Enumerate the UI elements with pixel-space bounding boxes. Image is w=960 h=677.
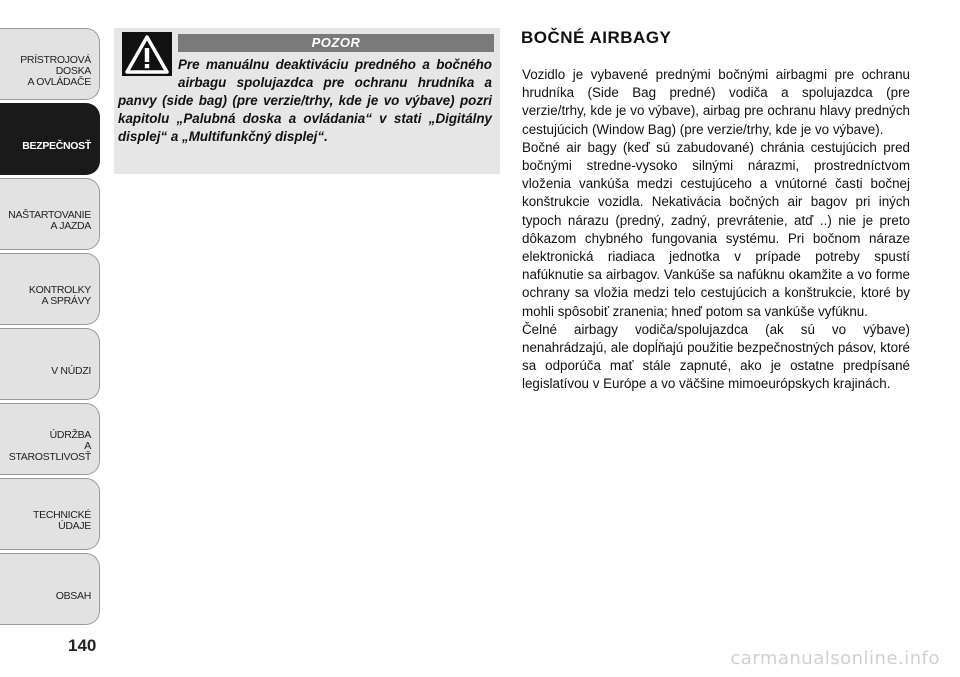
paragraph: Bočné air bagy (keď sú zabudované) chránia cestujúcich pred bočnými stredne-vysoko silnými nárazmi, prostredníctvom vloženia vankúša medzi cestujúceho a vnútorné časti bočnej konštrukcie vozidla. Nekativácia bočných air bagov pri iných typoch nárazu (predný, zadný, prevrátenie, atď ..) nie je preto dôkazom chybného fungovania systému. Pri bočnom náraze elektronická riadiaca jednotka v prípade potreby spustí nafúknutie sa airbagov. Vankúše sa nafúknu okamžite a vo forme ochrany sa vložia medzi telo cestujúcich a konštrukcie, ktoré by mohli spôsobiť zranenia; hneď potom sa vankúše vyfúknu.	[522, 139, 910, 319]
tab-nastartovanie[interactable]: NAŠTARTOVANIE A JAZDA	[0, 178, 100, 250]
paragraph: Čelné airbagy vodiča/spolujazdca (ak sú vo výbave) nenahrádzajú, ale dopĺňajú použitie bezpečnostných pásov, ktoré sa odporúča mať stále zapnuté, ako je ostatne predpísané legislatívou v Európe a vo väčšine mimoeurópskych krajinách.	[522, 321, 910, 392]
paragraph: Vozidlo je vybavené prednými bočnými airbagmi pre ochranu hrudníka (Side Bag predné) vodiča a spolujazdca (pre verzie/trhy, kde je vo výbave), airbag pre ochranu hlavy predných cestujúcich (Window Bag) (pre verzie/trhy, kde je vo výbave).	[522, 67, 910, 137]
section-body	[522, 66, 910, 394]
page-number: 140	[68, 636, 97, 655]
tab-udrzba[interactable]: ÚDRŽBA A STAROSTLIVOSŤ	[0, 403, 100, 475]
tab-technicke-udaje[interactable]: TECHNICKÉ ÚDAJE	[0, 478, 100, 550]
watermark: carmanualsonline.info	[730, 648, 940, 669]
warning-header: POZOR	[178, 34, 494, 52]
tab-bezpecnost[interactable]: BEZPEČNOSŤ	[0, 103, 100, 175]
tab-pristrojova-doska[interactable]: PRÍSTROJOVÁ DOSKA A OVLÁDAČE	[0, 28, 100, 100]
tab-obsah[interactable]: OBSAH	[0, 553, 100, 625]
tab-v-nudzi[interactable]: V NÚDZI	[0, 328, 100, 400]
section-title: BOČNÉ AIRBAGY	[521, 28, 672, 47]
warning-text: Pre manuálnu deaktiváciu predného a bočného airbagu spolujazdca pre ochranu hrudníka a panvy (side bag) (pre verzie/trhy, kde je vo výbave) pozri kapitolu „Palubná doska a ovládania“ v stati „Digitálny displej“ a „Multifunkčný displej“.	[118, 57, 492, 144]
tab-kontrolky[interactable]: KONTROLKY A SPRÁVY	[0, 253, 100, 325]
